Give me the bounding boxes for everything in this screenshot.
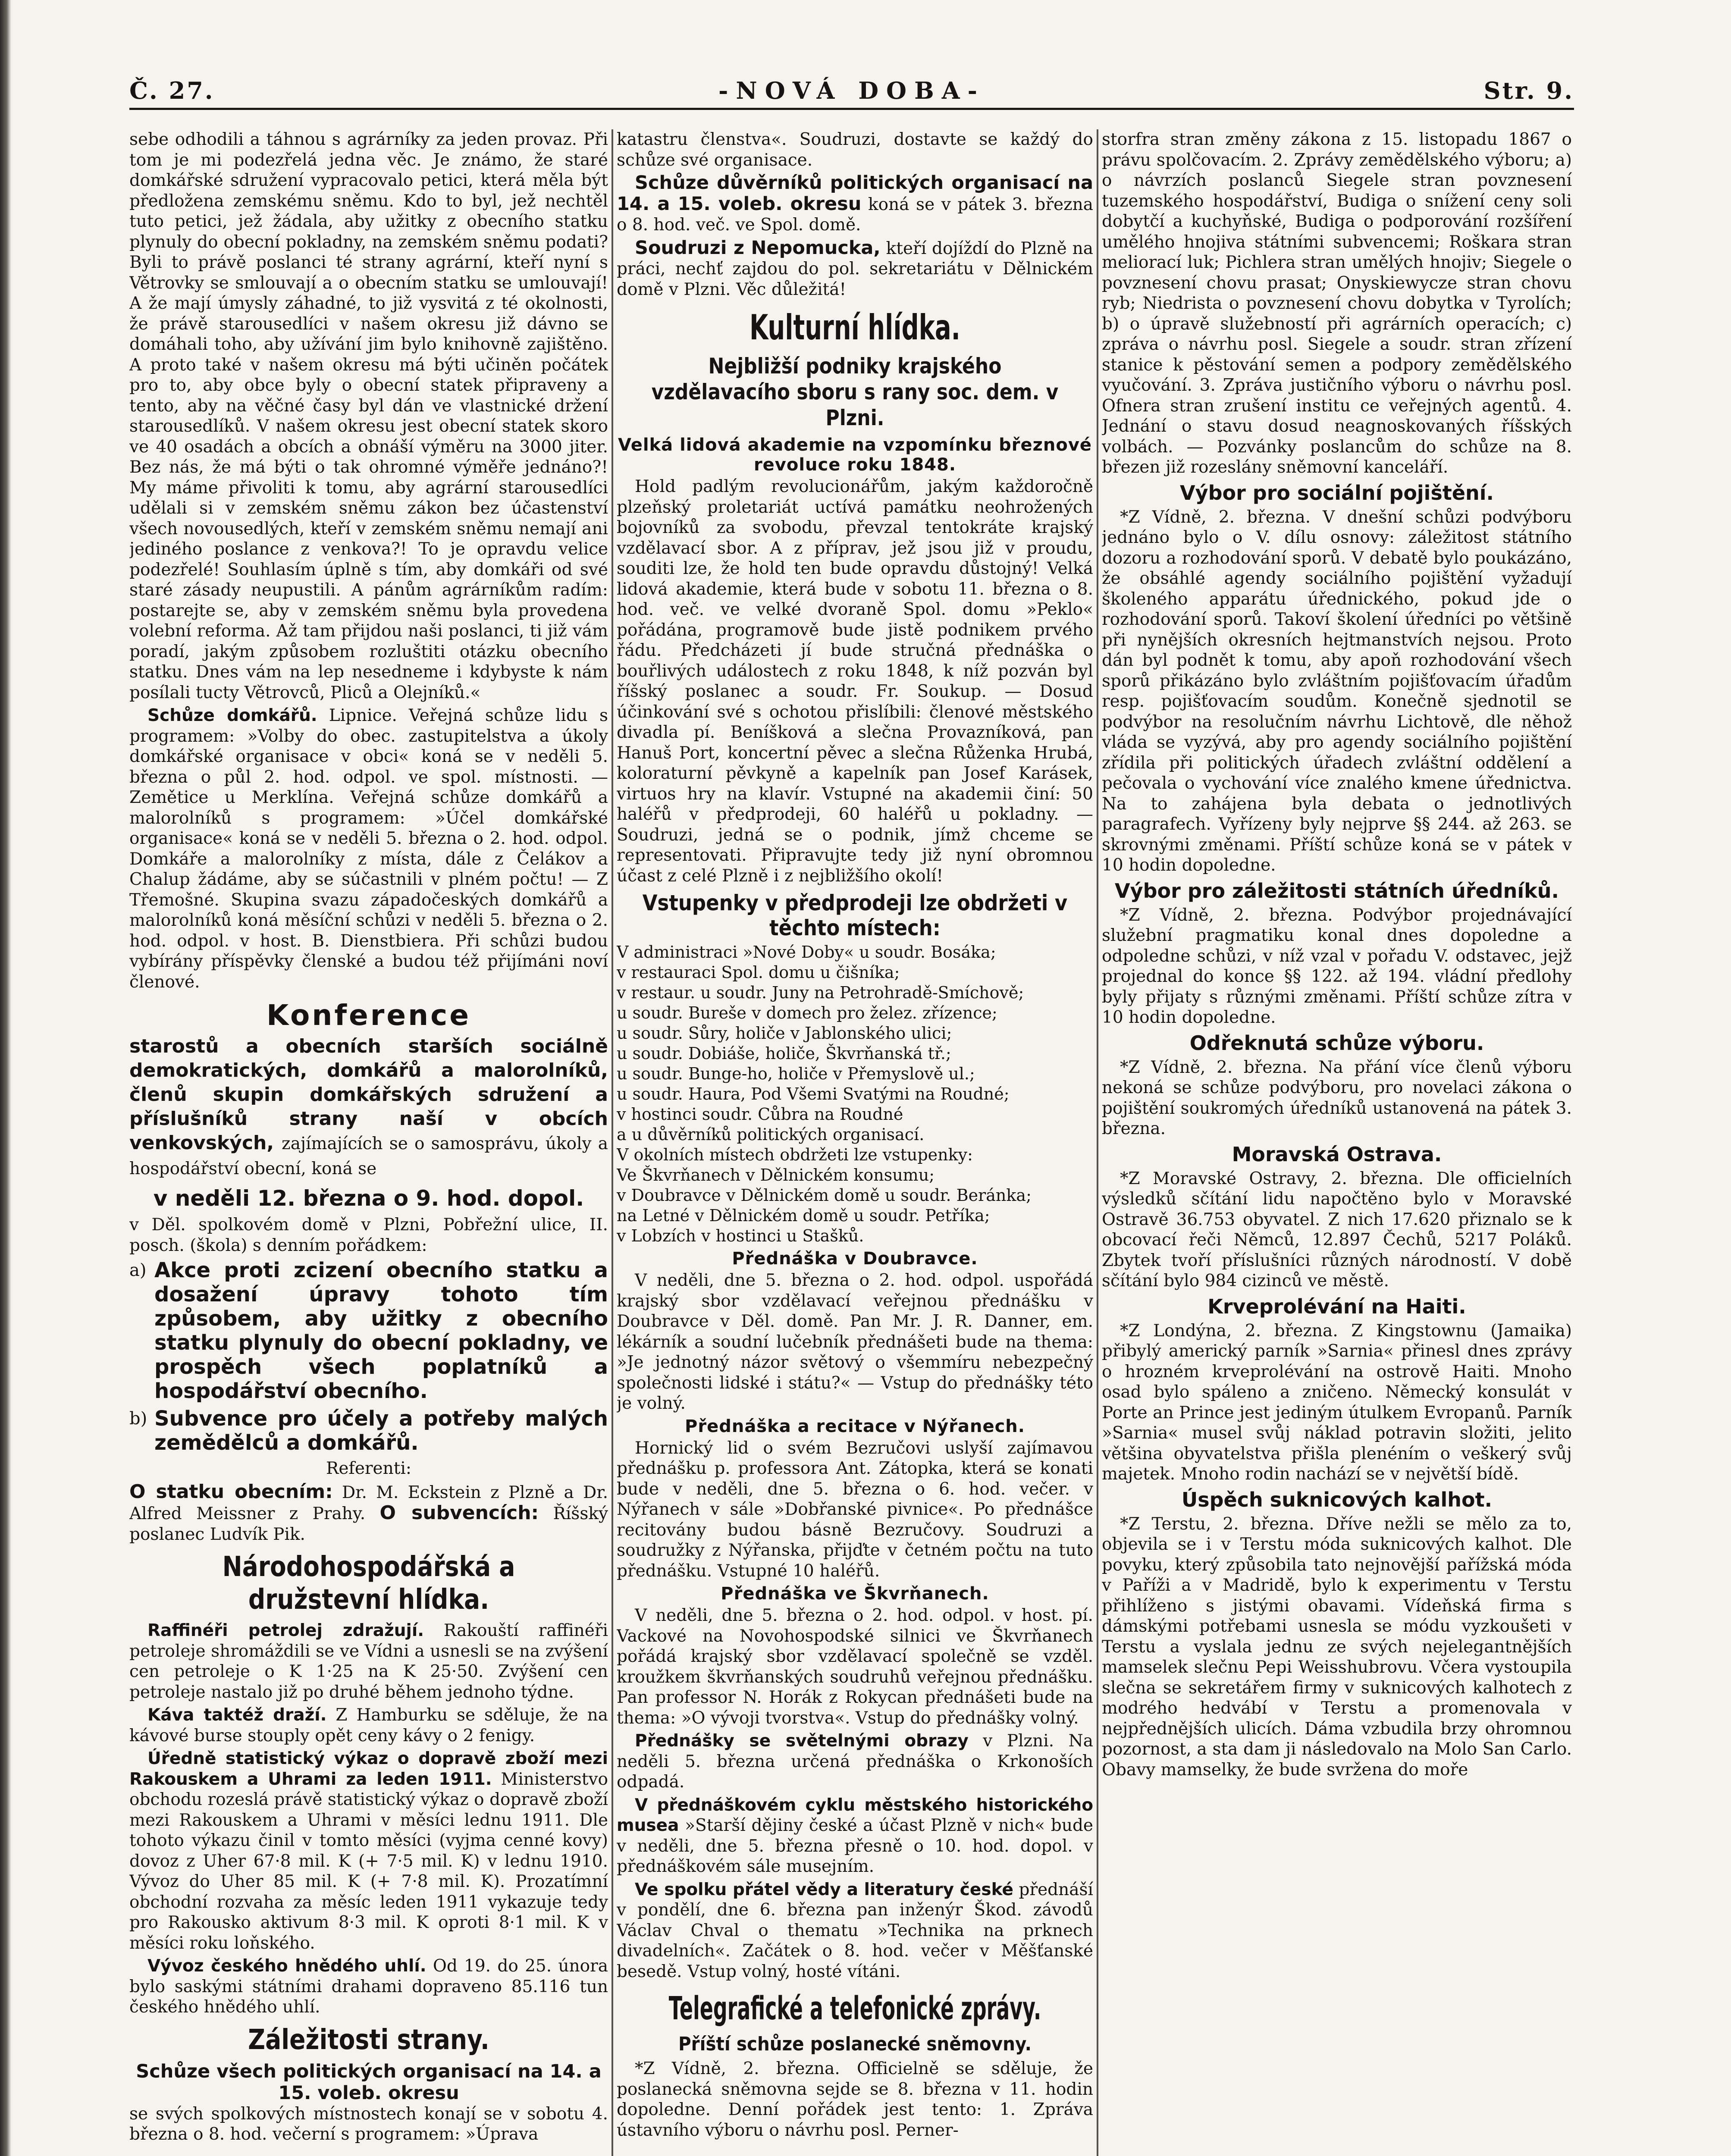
referenti [129, 1482, 608, 1545]
section-heading-telegraficke: Telegrafické a telefonické zprávy. [668, 1990, 1041, 2027]
agenda-item-label: a) [129, 1260, 147, 1280]
article-nepomucko [617, 238, 1093, 300]
article-heading: Krveprolévání na Haiti. [1207, 1294, 1466, 1318]
referenti-topic: O statku obecním: [129, 1480, 333, 1503]
article-body: »Starší dějiny české a účast Plzně v nich« bude v neděli, dne 5. března přesně o 10. hod. dopol. v přednáškovém sále musejním. [617, 1816, 1093, 1876]
article-odreknuta-schuze: *Z Vídně, 2. března. Na přání více členů výboru nekoná se schůze podvýboru, pro novelaci zákona o pojištění soukromých úředníků ustanovená na pátek 3. března. [1102, 1057, 1572, 1138]
article-heading: Velká lidová akademie na vzpomínku březnové revoluce roku 1848. [618, 435, 1092, 475]
article-statni-urednici: *Z Vídně, 2. března. Podvýbor projednávající služební pragmatiku konal dnes dopoledne a odpoledne schůzi, v níž vzal v pořadu V. odstavec, jejž projednal do konce §§ 122. až 194. vládní předlohy byly přijaty s různými změnami. Příští schůze zítra v 10 hodin dopoledne. [1102, 905, 1572, 1027]
section-heading-narodohospodarska: Národohospodářská a družstevní hlídka. [222, 1551, 515, 1616]
article-continuation: sebe odhodili a táhnou s agrárníky za jeden provaz. Při tom je mi podezřelá jedna věc. Je známo, že staré domkářské sdružení vypracovalo petici, která měla být předložena zemskému sněmu. Kdo to byl, jež nechtěl tuto petici, jež žádala, aby užitky z obecního statku plynuly do obecní pokladny, na zemském sněmu podati? Byli to právě poslanci té strany agrární, kteří nyní s Větrovky se smlouvají a o obecním statku se umlouvají! A že mají úmysly záhadné, to již vysvitá z té okolnosti, že právě starousedlíci v našem okresu již dávno se domáhali toho, aby užívání jim bylo knihovně zajištěno. A proto také v našem okresu má býti učiněn počátek pro to, aby obce byly o obecní statek připraveny a tento, aby na věčné časy byl dán ve vlastnické držení starousedlíků. V našem okresu jest obecní statek skoro ve 40 osadách a obcích a obnáší výměru na 3000 jiter. Bez nás, že má býti o tak ohromné výměře jednáno?! My máme přivoliti k tomu, aby agrární starousedlíci udělali si v zemském sněmu zákon bez účastenství všech novousedlých, kteří v zemském sněmu nemají ani jediného poslance z venkova?! To je opravdu velice podezřelé! Souhlasím úplně s tím, aby domkáři od své staré zásady neupustili. A pánům agrárníkům radím: postarejte se, aby v zemském sněmu byla provedena volební reforma. Až tam přijdou naši poslanci, ti již vám poradí, jakým způsobem rozluštiti otázku obecního statku. Dnes vám na lep nesedneme i kdybyste k nám posílali tucty Větrovců, Pliců a Olejníků.« [129, 130, 608, 702]
article-body: v Plzni. Na neděli 5. března určená přednáška o Krkonoších odpadá. [617, 1731, 1093, 1792]
list-item: u soudr. Sůry, holiče v Jablonského ulici; [617, 1024, 952, 1043]
list-item: v restaur. u soudr. Juny na Petrohradě-Smíchově; [617, 983, 1024, 1002]
referenti-topic: O subvencích: [379, 1502, 539, 1524]
column-divider [611, 129, 613, 2156]
article-heading: Schůze všech politických organisací na 14. a 15. voleb. okresu [136, 2060, 602, 2104]
article-body: přednáší v pondělí, dne 6. března pan inženýr Škod. závodů Václav Chval o thematu »Technika na prknech divadelních«. Začátek o 8. hod. večer v Měšťanské besedě. Vstup volný, hosté vítáni. [617, 1880, 1093, 1981]
list-item: v Lobzích v hostinci u Stašků. [617, 1226, 864, 1245]
article-body: Lipnice. Veřejná schůze lidu s programem: »Volby do obec. zastupitelstva a úkoly domkářské organisace v obci« koná se v neděli 5. března o půl 2. hod. odpol. ve spol. místnosti. — Zemětice u Merklína. Veřejná schůze domkářů a malorolníků s programem: »Účel domkářské organisace« koná se v neděli 5. března o 2. hod. odpol. Domkáře a malorolníky z místa, dále z Čelákov a Chalup žádáme, aby se súčastnili v plném počtu! — Z Třemošné. Skupina svazu západočeských domkářů a malorolníků koná měsíční schůzi v neděli 5. března o 2. hod. odpol. v host. B. Dienstbiera. Při schůzi budou vybírány příspěvky členské a budou též přijímáni noví členové. [129, 706, 608, 992]
list-item: u soudr. Haura, Pod Všemi Svatými na Roudné; [617, 1084, 1010, 1103]
agenda-item-text: Subvence pro účely a potřeby malých zemědělců a domkářů. [154, 1407, 608, 1455]
paper-title: -NOVÁ DOBA- [718, 77, 985, 104]
article-heading: Soudruzi z Nepomucka, [635, 237, 881, 259]
article-heading: Přednáška ve Škvrňanech. [721, 1584, 989, 1604]
article-body: Z Hamburku se sděluje, že na kávové burse stouply opět ceny kávy o 2 fenigy. [129, 1705, 608, 1745]
section-subheading: Nejbližší podniky krajského vzdělavacího sboru s rany soc. dem. v Plzni. [651, 354, 1059, 430]
article-heading: Úspěch suknicových kalhot. [1181, 1488, 1493, 1511]
article-kava [129, 1705, 608, 1746]
tickets-heading: Vstupenky v předprodeji lze obdržeti v těchto místech: [642, 890, 1068, 940]
article-uhli [129, 1956, 608, 2018]
list-item: V administraci »Nové Doby« u soudr. Bosáka; [617, 943, 996, 962]
agenda-item [129, 1258, 608, 1403]
article-body: koná se v pátek 3. března o 8. hod. več. ve Spol. domě. [617, 194, 1093, 235]
konference-date: v neděli 12. března o 9. hod. dopol. [153, 1186, 584, 1211]
article-heading: Výbor pro záležitosti státních úředníků. [1115, 879, 1559, 903]
article-literatury [617, 1880, 1093, 1982]
article-body: Od 19. do 25. února bylo saskými státními drahami dopraveno 85.116 tun českého hnědého uhlí. [129, 1956, 608, 2017]
section-heading-kulturni-hlidka: Kulturní hlídka. [749, 307, 960, 348]
article-skvrnany: V neděli, dne 5. března o 2. hod. odpol. v host. pí. Vackové na Novohospodské silnici ve Škvrňanech pořádá krajský sbor vzdělavací společně se vzděl. kroužkem škvrňanských soudruhů veřejnou přednášku. Pan professor N. Horák z Rokycan přednášeti bude na thema: »O vývoji tvorstva«. Vstup do přednášky volný. [617, 1606, 1093, 1728]
article-continuation: katastru členstva«. Soudruzi, dostavte se každý do schůze své organisace. [617, 130, 1093, 170]
article-heading: Moravská Ostrava. [1232, 1142, 1442, 1166]
column-middle [617, 129, 1093, 2156]
article-heading: V přednáškovém cyklu městského historického musea [617, 1795, 1093, 1835]
ticket-venues-list [617, 942, 1093, 1246]
list-item: V okolních místech obdržeti lze vstupenky: [617, 1145, 973, 1164]
konference-tail: zajímajících se o samosprávu, úkoly a hospodářství obecní, koná se [129, 1134, 608, 1178]
masthead [129, 73, 1574, 110]
article-raffineri [129, 1620, 608, 1702]
agenda-item-label: b) [129, 1409, 147, 1429]
article-doubravka: V neděli, dne 5. března o 2. hod. odpol. uspořádá krajský sbor vzdělavací veřejnou přednášku v Doubravce v Děl. domě. Pan Mr. J. R. Danner, em. lékárník a soudní lučebník přednášeti bude na thema: »Je jednotný názor světový o všemmíru nebezpečný společnosti lidské i státu?« — Vstup do přednášky této je volný. [617, 1271, 1093, 1413]
article-body: Rakouští raffinéři petroleje shromáždili se ve Vídni a usnesli se na zvýšení cen petroleje o K 1·25 na K 25·50. Zvýšení cen petroleje nastalo již po druhé během jednoho týdne. [129, 1621, 608, 1702]
list-item: v Doubravce v Dělnickém domě u soudr. Beránka; [617, 1186, 1032, 1205]
list-item: u soudr. Bureše v domech pro želez. zřízence; [617, 1003, 997, 1022]
konference-title: Konference [267, 999, 471, 1032]
list-item: a u důvěrníků politických organisací. [617, 1125, 925, 1144]
referenti-names: Říšský poslanec Ludvík Pik. [129, 1504, 608, 1544]
referenti-names: Dr. M. Eckstein z Plzně a Dr. Alfred Meissner z Prahy. [129, 1482, 608, 1523]
list-item: u soudr. Bunge-ho, holiče v Přemyslově ul.; [617, 1064, 975, 1083]
article-kalhoty: *Z Terstu, 2. března. Dříve nežli se mělo za to, objevila se i v Terstu móda suknicových kalhot. Dle povyku, který způsobila tato nejnovější pařížská móda v Paříži a v Madridě, bylo k experimentu v Terstu přihlíženo s jistými obavami. Vídeňská firma s dámskými potřebami usnesla se módu vyzkoušeti v Terstu a vyslala jednu ze svých nejelegantnějších mamselek slečnu Pepi Weisshubrovu. Včera vystoupila slečna se sekretářem firmy v suknicových kalhotech z modrého hedvábí v Terstu a promenovala v nejpřednějších ulicích. Dáma vzbudila brzy ohromnou pozornost, a sta dam ji následovalo na Molo San Carlo. Obavy mamselky, že bude svržena do moře [1102, 1514, 1572, 1780]
page-number: Str. 9. [1483, 77, 1574, 104]
article-body: Ministerstvo obchodu rozeslá právě statistický výkaz o dopravě zboží mezi Rakouskem a Uhrami v měsíci lednu 1911. Dle tohoto výkazu činil v tomto měsíci (vyjma cenné kovy) dovoz z Uher 67·8 mil. K (+ 7·5 mil. K) v lednu 1910. Vývoz do Uher 85 mil. K (+ 7·8 mil. K). Prozatímní obchodní rozvaha za měsíc leden 1911 vykazuje tedy pro Rakousko aktivum 8·3 mil. K oproti 8·1 mil. K v měsíci roku loňského. [129, 1769, 608, 1953]
agenda-item [129, 1407, 608, 1455]
article-body: se svých spolkových místnostech konají se v sobotu 4. března o 8. hod. večerní s programem: »Úprava [129, 2104, 608, 2144]
article-schuze-duverniku [617, 173, 1093, 235]
article-nyrany: Hornický lid o svém Bezručovi uslyší zajímavou přednášku p. professora Ant. Zátopka, která se konati bude v neděli, dne 5. března o 6. hod. večer. v Nýřanech v sále »Dobřanské pivnice«. Po přednášce recitovány budou básně Bezručovy. Soudruzi a soudružky z Nýřanska, přijďte v četném počtu na tuto přednášku. Vstupné 10 haléřů. [617, 1438, 1093, 1581]
article-moravska-ostrava: *Z Moravské Ostravy, 2. března. Dle officielních výsledků sčítání lidu napočtěno bylo v Moravské Ostravě 36.753 obyvatel. Z nich 17.620 přiznalo se k obcovací řeči Němců, 12.897 Čechů, 5217 Poláků. Zbytek tvoří příslušníci různých národností. V době sčítání bylo 984 cizinců ve městě. [1102, 1169, 1572, 1291]
article-heading: Schůze důvěrníků politických organisací na 14. a 15. voleb. okresu [617, 172, 1093, 215]
konference-body: starostů a obecních starších sociálně demokratických, domkářů a malorolníků, členů skupin domkářských sdružení a příslušníků strany naší v obcích venkovských, [129, 1035, 608, 1154]
list-item: na Letné v Dělnickém domě u soudr. Petříka; [617, 1206, 990, 1225]
article-heading: Ve spolku přátel vědy a literatury české [635, 1880, 1013, 1899]
article-heading: Odřeknutá schůze výboru. [1189, 1031, 1484, 1055]
article-pristi-schuze: *Z Vídně, 2. března. Officielně se sděluje, že poslanecká sněmovna sejde se 8. března v 11. hodin dopoledne. Denní pořádek jest tento: 1. Zpráva ústavního výboru o návrhu posl. Perner- [617, 2059, 1093, 2140]
article-heading: Úředně statistický výkaz o dopravě zboží mezi Rakouskem a Uhrami za leden 1911. [129, 1749, 608, 1789]
article-heading: Raffinéři petrolej zdražují. [147, 1621, 424, 1640]
article-schuze-domkaru [129, 705, 608, 992]
column-divider [1097, 129, 1098, 2156]
referenti-label: Referenti: [326, 1459, 412, 1478]
article-heading: Přednáška a recitace v Nýřanech. [685, 1416, 1025, 1436]
article-heading: Příští schůze poslanecké sněmovny. [678, 2033, 1032, 2055]
article-continuation: storfra stran změny zákona z 15. listopadu 1867 o právu spolčovacím. 2. Zprávy zemědělského výboru; a) o návrzích poslanců Siegele stran povznesení tuzemského hospodářství, Budiga o snížení ceny soli dobytčí a kuchyňské, Budiga o podporování rozšíření umělého hnojiva státními subvencemi; Roškara stran meliorací luk; Pichlera stran umělých hnojiv; Siegele o povznesení chovu prasat; Onyskiewycze stran chovu ryb; Niedrista o povznesení chovu dobytka v Tyrolích; b) o úpravě služebností při agrárních operacích; c) zpráva o návrhu posl. Siegele a soudr. stran zřízení stanice k pěstování semen a podpory zemědělského vyučování. 3. Zpráva justičního výboru o návrhu posl. Ofnera stran zrušení institu ce veřejných agentů. 4. Jednání o stavu dosud neagnoskovaných říšských volbách. — Pozvánky poslancům do schůze na 8. březen již rozeslány sněmovní kanceláří. [1102, 130, 1572, 477]
agenda-item-text: Akce proti zcizení obecního statku a dosažení úpravy tohoto tím způsobem, aby užitky z obecního statku plynuly do obecní pokladny, ve prospěch všech poplatníků a hospodářství obecního. [154, 1258, 608, 1403]
article-heading: Přednášky se světelnými obrazy [635, 1731, 969, 1751]
article-socialni-pojisteni: *Z Vídně, 2. března. V dnešní schůzi podvýboru jednáno bylo o V. dílu osnovy: záležitost státního dozoru a rozhodování sporů. V debatě bylo poukázáno, že obsáhlé agendy sociálního pojištění vyžadují školeného apparátu úřednického, pokud jde o rozhodování sporů. Takoví školení úředníci po většině při nynějších okresních hejtmanstvích nejsou. Proto dán byl podnět k tomu, aby apoň rozhodování všech sporů přikázáno bylo zvláštním pojišťovacím úřadům resp. pojišťovacím soudům. Konečně sjednotil se podvýbor na resolučním návrhu Lichtově, dle něhož vláda se vyzývá, aby pro agendy sociálního pojištění zřídila při politických úřadech zvláštní oddělení a pečovala o vychování více znalého kmene úřednictva. Na to zahájena byla debata o jednotlivých paragrafech. Vyřízeny byly nejprve §§ 244. až 263. se skrovnými změnami. Příští schůze koná se v pátek v 10 hodin dopoledne. [1102, 507, 1572, 875]
column-right [1102, 129, 1572, 2156]
article-heading: Výbor pro sociální pojištění. [1179, 481, 1494, 505]
article-cyklus [617, 1795, 1093, 1877]
article-haiti: *Z Londýna, 2. března. Z Kingstownu (Jamaika) přibylý americký parník »Sarnia« přinesl dnes zprávy o hrozném krveprolévání na ostrově Haiti. Mnoho osad bylo spáleno a zničeno. Německý konsulát v Porte an Prince jest jediným útulkem Evropanů. Parník »Sarnia« musel svůj náklad potravin složiti, jelito většina obyvatelstva přišla plenéním o veškerý svůj majetek. Mnoho rodin nachází se v největší bídě. [1102, 1321, 1572, 1484]
article-akademie: Hold padlým revolucionářům, jakým každoročně plzeňský proletariát uctívá památku neohrožených bojovníků za svobodu, převzal tentokráte krajský vzdělavací sbor. A z příprav, jež jsou již v proudu, souditi lze, že hold ten bude opravdu důstojný! Velká lidová akademie, která bude v sobotu 11. března o 8. hod. več. ve velké dvoraně Spol. domu »Peklo« pořádána, programově bude jistě podnikem prvého řádu. Předcházeti jí bude stručná přednáška o bouřlivých událostech z roku 1848, k níž pozván byl říšský poslanec a soudr. Fr. Soukup. — Dosud účinkování své s ochotou přislíbili: členové městského divadla pí. Beníšková a slečna Provazníková, pan Hanuš Port, koncertní pěvec a slečna Růženka Hrubá, koloraturní pěvkyně a kapelník pan Josef Karásek, virtuos hry na klavír. Vstupné na akademii činí: 50 haléřů v předprodeji, 60 haléřů u pokladny. — Soudruzi, jedná se o podnik, jímž chceme se representovati. Připravujte tedy již nyní obromnou účast z celé Plzně i z nejbližšího okolí! [617, 477, 1093, 886]
article-vykaz [129, 1749, 608, 1953]
list-item: Ve Škvrňanech v Dělnickém konsumu; [617, 1166, 934, 1185]
column-left [129, 129, 608, 2156]
konference-invitees [129, 1034, 608, 1181]
scan-edge [0, 0, 11, 2156]
list-item: u soudr. Dobiáše, holiče, Škvrňanská tř.; [617, 1044, 951, 1063]
article-heading: Schůze domkářů. [147, 706, 317, 725]
konference-place: v Děl. spolkovém domě v Plzni, Pobřežní ulice, II. posch. (škola) s denním pořádkem: [129, 1215, 608, 1255]
article-heading: Káva taktéž draží. [147, 1705, 327, 1725]
article-body: kteří dojíždí do Plzně na práci, nechť zajdou do pol. sekretariátu v Dělnickém domě v Plzni. Věc důležitá! [617, 238, 1093, 299]
article-obrazy [617, 1731, 1093, 1792]
section-heading-zalezitosti-strany: Záležitosti strany. [248, 2024, 489, 2056]
article-heading: Přednáška v Doubravce. [732, 1249, 978, 1269]
issue-number: Č. 27. [129, 77, 215, 104]
list-item: v restauraci Spol. domu u čišníka; [617, 963, 900, 982]
list-item: v hostinci soudr. Cůbra na Roudné [617, 1105, 903, 1124]
article-heading: Vývoz českého hnědého uhlí. [147, 1956, 426, 1976]
